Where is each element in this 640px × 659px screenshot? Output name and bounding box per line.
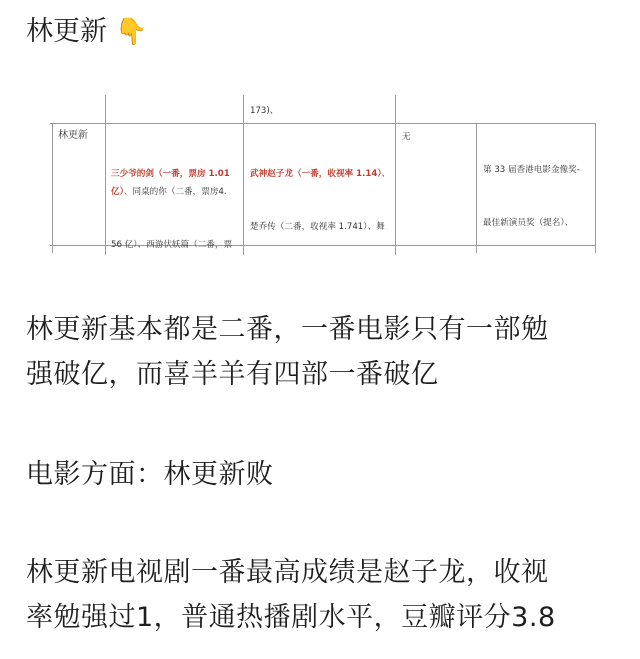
table-line (105, 95, 106, 255)
table-line (243, 95, 244, 255)
paragraph (26, 452, 274, 497)
films-text: 56 亿）、西游伏妖篇（二番，票 (111, 239, 233, 250)
paragraph-line: 率勉强过1，普通热播剧水平，豆瓣评分3.8 (26, 602, 556, 633)
awards-text: 第 33 届香港电影金像奖- (483, 165, 580, 176)
post-heading (26, 12, 147, 52)
table-line (595, 123, 596, 253)
paragraph (26, 307, 549, 397)
table-tv-cell (250, 131, 395, 255)
paragraph-line: 林更新基本都是二番，一番电影只有一部勉 (26, 314, 549, 345)
tv-text: 、 (381, 169, 391, 180)
films-highlight: 三少爷的剑（一番，票房 1.01 亿） (111, 169, 233, 197)
table-line (50, 123, 596, 124)
table-line (476, 123, 477, 253)
table-line (395, 95, 396, 255)
films-text: 、同桌的你（二番，票房4. (123, 186, 227, 197)
table-line (52, 123, 53, 253)
tv-text: 楚乔传（二番，收视率 1.741）、舞 (250, 221, 385, 232)
pointing-down-icon: 👇 (115, 17, 148, 47)
table-top-fragment: 173)、 (250, 106, 279, 116)
heading-title: 林更新 (26, 16, 107, 47)
table-name-cell: 林更新 (58, 130, 88, 141)
table-films-cell (111, 131, 241, 255)
paragraph-line: 林更新电视剧一番最高成绩是赵子龙，收视 (26, 557, 549, 588)
table-col3-cell: 无 (402, 132, 411, 142)
paragraph-line: 强破亿，而喜羊羊有四部一番破亿 (26, 359, 439, 390)
awards-text: 最佳新演员奖（提名）、 (483, 217, 574, 228)
paragraph-line: 电影方面：林更新败 (26, 459, 274, 490)
table-screenshot (50, 95, 596, 255)
tv-highlight: 武神赵子龙（一番，收视率 1.14） (250, 169, 382, 180)
paragraph (26, 550, 556, 640)
table-awards-cell (483, 127, 595, 255)
